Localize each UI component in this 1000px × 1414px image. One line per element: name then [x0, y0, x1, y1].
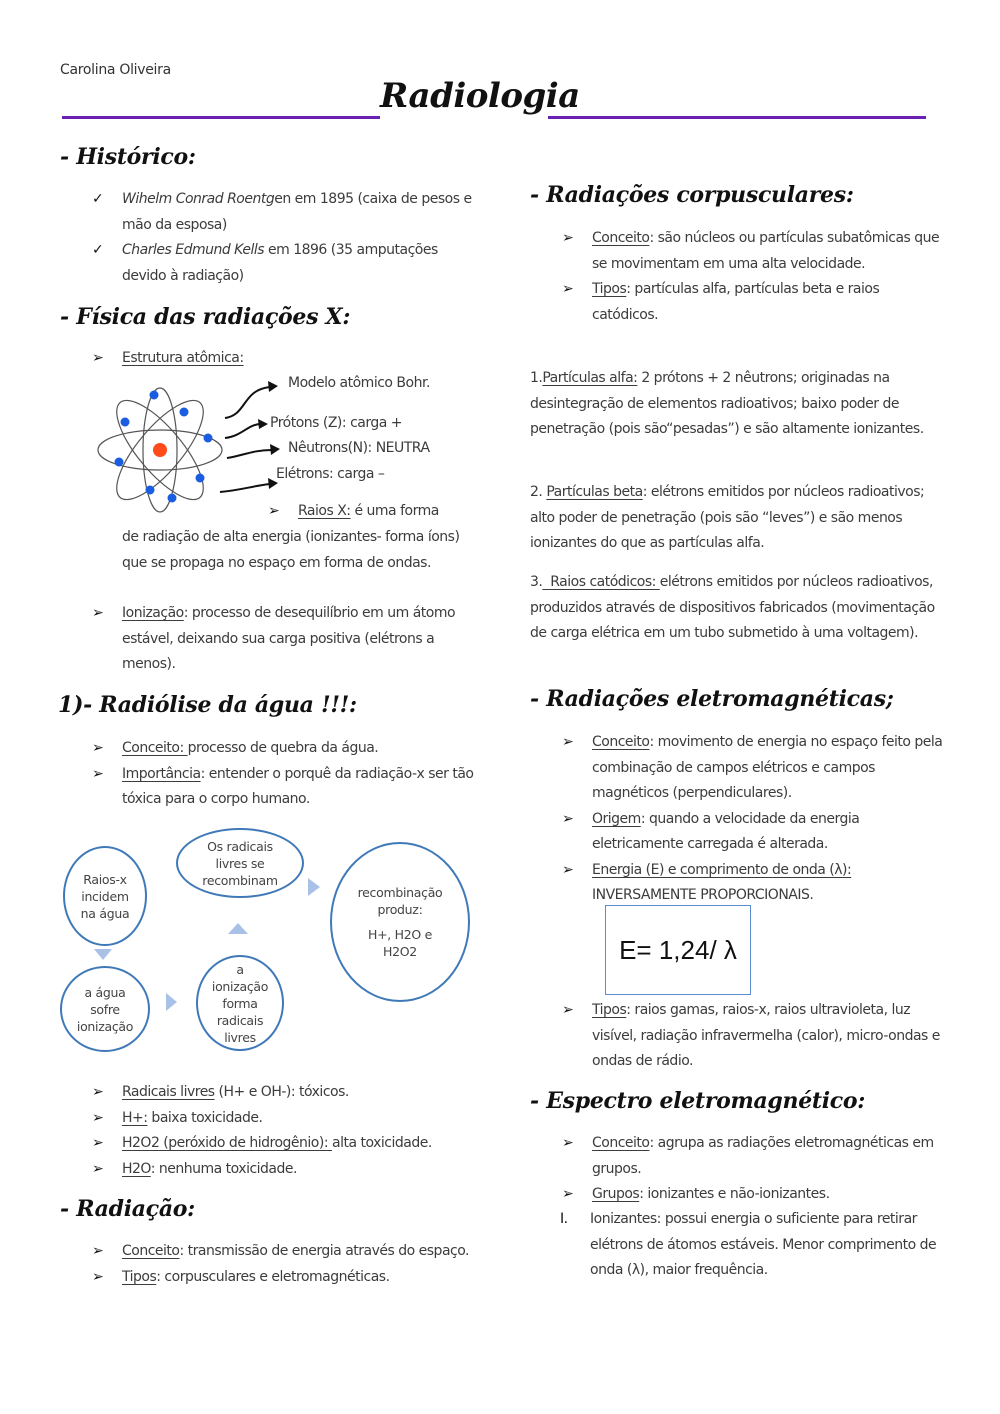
pointer-arrows	[220, 387, 272, 492]
atom-label-bohr: Modelo atômico Bohr.	[288, 375, 430, 391]
paragraph-catodicos	[530, 570, 950, 647]
heading-eletromagneticas: - Radiações eletromagnéticas;	[530, 686, 894, 712]
heading-corpusculares: - Radiações corpusculares:	[530, 182, 854, 208]
cycle-step-text: a ionização forma radicais livres	[211, 961, 269, 1045]
item-text: : transmissão de energia através do espaço.	[179, 1243, 469, 1259]
tipos-item	[562, 998, 947, 1075]
list-item	[92, 762, 477, 813]
arrow-bullet-icon: ➢	[562, 1002, 574, 1018]
item-text: : quando a velocidade da energia eletricamente carregada é alterada.	[592, 810, 860, 852]
person-name: Wihelm Conrad Roentg	[122, 191, 275, 207]
item-text: : são núcleos ou partículas subatômicas que se movimentam em uma alta velocidade.	[592, 230, 940, 272]
paragraph-label: Partículas beta	[546, 484, 643, 500]
paragraph-alfa	[530, 366, 950, 443]
check-icon: ✓	[92, 242, 104, 258]
heading-historico: - Histórico:	[60, 144, 196, 170]
ionizacao-label: Ionização	[122, 605, 184, 621]
arrow-bullet-icon: ➢	[92, 1243, 104, 1259]
roman-number: I.	[560, 1211, 568, 1227]
arrow-right-icon	[166, 993, 177, 1011]
heading-fisica: - Física das radiações X:	[60, 304, 351, 330]
cycle-step-products: H+, H2O e H2O2	[368, 927, 432, 959]
electron-icon	[204, 434, 213, 443]
page-title: Radiologia	[380, 76, 580, 116]
cycle-step-raios-x	[63, 846, 147, 946]
heading-radiacao: - Radiação:	[60, 1196, 195, 1222]
list-item	[92, 1157, 432, 1183]
item-text: : ionizantes e não-ionizantes.	[639, 1186, 830, 1202]
item-text: alta toxicidade.	[332, 1135, 432, 1151]
list-item	[92, 1106, 432, 1132]
atom-diagram	[92, 380, 292, 515]
electron-icon	[196, 474, 205, 483]
atom-label-electrons: Elétrons: carga –	[276, 466, 385, 482]
item-label: Tipos	[592, 281, 627, 297]
arrow-bullet-icon: ➢	[562, 1186, 574, 1202]
arrow-icon	[220, 484, 270, 492]
item-text: (H+ e OH-): tóxicos.	[214, 1084, 349, 1100]
list-item	[562, 807, 947, 858]
arrow-bullet-icon: ➢	[92, 765, 104, 782]
list-item	[92, 736, 477, 762]
item-label: Conceito	[592, 734, 650, 750]
item-label: Conceito	[592, 230, 650, 246]
item-label: H+:	[122, 1109, 148, 1126]
list-item	[562, 730, 947, 807]
nucleus-icon	[153, 443, 167, 457]
paragraph-number: 3.	[530, 574, 543, 590]
item-text: Ionizantes: possui energia o suficiente para retirar elétrons de átomos estáveis. Menor comprimento de onda (λ), maior frequência.	[590, 1211, 937, 1278]
cycle-step-recombinam	[176, 828, 304, 898]
paragraph-text: elétrons emitidos por núcleos radioativos, produzidos através de dispositivos fabricados (movimentação de carga elétrica em um tubo submetido à uma voltagem).	[530, 574, 935, 641]
list-item	[560, 1207, 952, 1284]
item-label: Conceito	[122, 1243, 180, 1259]
arrow-bullet-icon: ➢	[562, 734, 574, 750]
paragraph-number: 1.	[530, 370, 543, 386]
item-text: en em 1895 (caixa de pesos e mão da esposa)	[122, 191, 472, 233]
arrow-bullet-icon: ➢	[562, 861, 574, 878]
estrutura-label: Estrutura atômica:	[122, 350, 244, 366]
electron-icon	[150, 391, 159, 400]
item-text: : agrupa as radiações eletromagnéticas em grupos.	[592, 1135, 934, 1177]
check-icon: ✓	[92, 191, 104, 207]
title-rule-right	[548, 116, 926, 119]
item-text: INVERSAMENTE PROPORCIONAIS.	[592, 887, 814, 903]
heading-espectro: - Espectro eletromagnético:	[530, 1088, 866, 1114]
item-label: Conceito:	[122, 740, 188, 756]
formula-text: E= 1,24/ λ	[619, 934, 737, 965]
cycle-step-text: Raios-x incidem na água	[80, 871, 130, 921]
title-rule-left	[62, 116, 380, 119]
cycle-step-produto	[330, 842, 470, 1002]
atom-label-neutrons: Nêutrons(N): NEUTRA	[288, 440, 430, 456]
heading-radiolise: 1)- Radiólise da água !!!:	[58, 692, 357, 718]
list-item	[562, 1182, 952, 1208]
arrow-icon	[225, 387, 270, 418]
item-text: : corpusculares e eletromagnéticas.	[156, 1268, 390, 1285]
item-text: baixa toxicidade.	[147, 1109, 263, 1126]
list-item	[562, 226, 947, 277]
arrow-bullet-icon: ➢	[92, 350, 104, 366]
person-name: Charles Edmund Kells	[122, 242, 265, 258]
arrow-bullet-icon: ➢	[92, 1135, 104, 1151]
arrow-bullet-icon: ➢	[92, 1268, 104, 1285]
historico-list	[92, 187, 477, 289]
item-label: Tipos	[122, 1268, 157, 1285]
corpusculares-list	[562, 226, 947, 328]
arrow-icon	[225, 424, 260, 438]
item-text: : entender o porquê da radiação-x ser tão tóxica para o corpo humano.	[122, 765, 474, 807]
list-item	[92, 1265, 477, 1291]
item-label: Importância	[122, 765, 201, 782]
item-label: Energia (E) e comprimento de onda (λ):	[592, 861, 852, 878]
item-text: : partículas alfa, partículas beta e raios catódicos.	[592, 281, 880, 323]
arrow-right-icon	[308, 878, 320, 896]
list-item	[92, 1080, 432, 1106]
item-text: : processo de desequilíbrio em um átomo estável, deixando sua carga positiva (elétrons a menos).	[122, 605, 456, 672]
electron-icon	[146, 486, 155, 495]
arrow-bullet-icon: ➢	[92, 605, 104, 621]
formula-box	[605, 905, 751, 995]
paragraph-number: 2.	[530, 484, 543, 500]
item-text: : movimento de energia no espaço feito pela combinação de campos elétricos e campos magnéticos (perpendiculares).	[592, 734, 943, 801]
radiacao-list	[92, 1239, 477, 1290]
radiolise-list	[92, 736, 477, 813]
cycle-step-text: a água sofre ionização	[76, 984, 134, 1034]
arrow-icon	[227, 450, 272, 458]
arrow-up-icon	[228, 923, 248, 934]
eletromagneticas-list	[562, 730, 947, 909]
atom-label-protons: Prótons (Z): carga +	[270, 415, 402, 431]
item-label: H2O	[122, 1160, 151, 1177]
espectro-list	[562, 1131, 952, 1208]
raios-x-text: de radiação de alta energia (ionizantes- forma íons) que se propaga no espaço em forma de ondas.	[122, 529, 460, 571]
arrow-bullet-icon: ➢	[92, 1084, 104, 1100]
arrowhead-icon	[268, 381, 278, 392]
raios-x-item	[268, 499, 439, 523]
paragraph-beta	[530, 480, 950, 557]
list-item	[92, 1239, 477, 1265]
arrow-bullet-icon: ➢	[268, 503, 280, 519]
electron-icon	[180, 408, 189, 417]
toxicity-list	[92, 1080, 432, 1182]
list-item	[562, 1131, 952, 1182]
arrowhead-icon	[258, 419, 268, 429]
item-text: é uma forma	[350, 503, 439, 519]
item-label: Tipos	[592, 1002, 627, 1018]
arrow-down-icon	[94, 949, 112, 960]
raios-x-label: Raios X:	[298, 503, 351, 519]
cycle-step-text: Os radicais livres se recombinam	[202, 838, 278, 888]
estrutura-item	[92, 346, 244, 372]
arrow-bullet-icon: ➢	[562, 281, 574, 297]
paragraph-label: Partículas alfa:	[542, 370, 638, 386]
list-item	[92, 238, 477, 289]
item-text: em 1896 (35 amputações devido à radiação)	[122, 242, 438, 284]
paragraph-text: : elétrons emitidos por núcleos radioativos; alto poder de penetração (pois são “leves”) e são menos ionizantes do que as partículas alfa.	[530, 484, 925, 551]
arrow-bullet-icon: ➢	[562, 1135, 574, 1151]
cycle-step-ionizacao	[60, 966, 150, 1052]
list-item	[562, 277, 947, 328]
paragraph-text: 2 prótons + 2 nêutrons; originadas na desintegração de elementos radioativos; baixo poder de penetração (pois são“pesadas”) e são altamente ionizantes.	[530, 370, 924, 437]
item-label: Grupos	[592, 1186, 640, 1202]
arrow-bullet-icon: ➢	[92, 740, 104, 756]
list-item	[92, 187, 477, 238]
list-item	[92, 1131, 432, 1157]
item-label: H2O2 (peróxido de hidrogênio):	[122, 1135, 333, 1151]
arrow-bullet-icon: ➢	[92, 1160, 104, 1177]
author-name: Carolina Oliveira	[60, 62, 171, 78]
cycle-step-text: recombinação produz:	[357, 885, 443, 917]
item-text: : raios gamas, raios-x, raios ultravioleta, luz visível, radiação infravermelha (calor), micro-ondas e ondas de rádio.	[592, 1002, 940, 1069]
ionizacao-item	[92, 601, 477, 678]
cycle-step-radicais	[196, 955, 284, 1051]
item-label: Conceito	[592, 1135, 650, 1151]
arrow-bullet-icon: ➢	[562, 230, 574, 246]
electron-icon	[168, 494, 177, 503]
ionizantes-item	[560, 1207, 952, 1284]
item-text: processo de quebra da água.	[187, 740, 379, 756]
arrowhead-icon	[270, 444, 280, 455]
paragraph-label: Raios catódicos:	[542, 574, 660, 590]
item-label: Radicais livres	[122, 1084, 215, 1100]
electron-icon	[115, 458, 124, 467]
item-label: Origem	[592, 810, 641, 827]
list-item	[562, 858, 947, 909]
arrow-bullet-icon: ➢	[562, 810, 574, 827]
arrow-bullet-icon: ➢	[92, 1109, 104, 1126]
item-text: : nenhuma toxicidade.	[150, 1160, 297, 1177]
electron-icon	[121, 418, 130, 427]
